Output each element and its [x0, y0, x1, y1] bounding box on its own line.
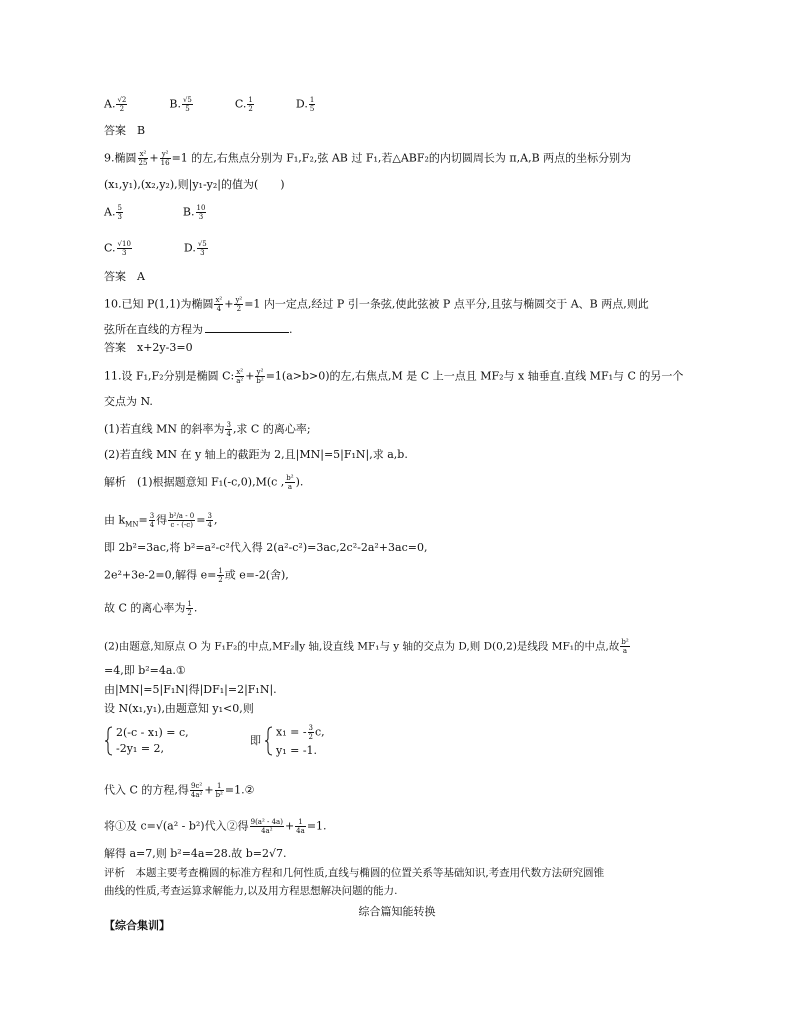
q8-a-label: A. [104, 97, 116, 111]
q11-line-e-num: 1 [218, 567, 223, 575]
section-title: 综合篇知能转换 [358, 905, 436, 918]
q8-b-den: 5 [185, 105, 190, 113]
q11-line-e-frac [217, 567, 223, 584]
q11-k-den2: 4 [207, 521, 212, 529]
q10-line2-end: . [289, 323, 293, 336]
q9-c-label: C. [104, 241, 116, 255]
q10-line2-text: 弦所在直线的方程为 [104, 323, 203, 336]
q11-sub-plus: + [204, 783, 214, 797]
q11-line-2b: 即 2b²=3ac,将 b²=a²-c²代入得 2(a²-c²)=3ac,2c²-2a²+3ac=0, [104, 541, 428, 554]
q9-d-frac [197, 240, 208, 257]
q11-p1-num: 3 [226, 421, 231, 429]
q11-line-e-post: 或 e=-2(舍), [224, 568, 289, 582]
q8-a-num: √2 [117, 96, 127, 104]
section-bracket: 【综合集训】 [104, 919, 170, 932]
q11-p2-sol-1-num: b² [621, 638, 629, 646]
q11-k-num2: 3 [207, 512, 212, 520]
q10-prefix: 10.已知 P(1,1)为椭圆 [104, 297, 214, 311]
q9-e2d: 16 [160, 159, 170, 167]
sys2-a-post: c, [315, 725, 325, 739]
q11-e1n: x² [236, 368, 244, 376]
q11-review-1: 评析 本题主要考查椭圆的标准方程和几何性质,直线与椭圆的位置关系等基础知识,考查用代数方法研究圆锥 [104, 867, 605, 879]
q11-line-c-pre: 故 C 的离心率为 [104, 601, 186, 615]
q9-options-cd [104, 240, 209, 257]
q8-a-frac [116, 96, 127, 113]
q11-line-c-post: . [193, 601, 198, 615]
q9-b-num: 10 [196, 204, 206, 212]
q11-k-frac2 [206, 512, 212, 529]
q9-prefix: 9.椭圆 [104, 151, 137, 165]
q9-frac-y [160, 150, 171, 167]
q9-a-label: A. [104, 205, 116, 219]
q11-k-eq2: = [196, 513, 206, 527]
q8-d-label: D. [295, 97, 308, 111]
q11-sol-m-num: b² [286, 474, 294, 482]
q11-p1-post: ,求 C 的离心率; [232, 422, 311, 436]
q11-k-den1: 4 [149, 521, 155, 529]
q11-slope-line [104, 512, 217, 532]
q11-prefix: 11.设 F₁,F₂分别是椭圆 C: [104, 369, 235, 383]
sys2-a-pre: x₁ = - [276, 725, 307, 739]
q11-sub2-frac1 [250, 818, 284, 835]
q11-sub-post: =1.② [224, 783, 255, 797]
q9-a-den: 3 [117, 213, 122, 221]
q8-c-num: 1 [248, 96, 253, 104]
q11-sub-d1: 4a² [190, 791, 203, 799]
q9-frac-x [138, 150, 149, 167]
q11-k-pre: 由 k [104, 513, 126, 527]
q11-e2n: y² [256, 368, 264, 376]
q8-d-num: 1 [309, 96, 315, 104]
q10-rest: =1 内一定点,经过 P 引一条弦,使此弦被 P 点平分,且弦与椭圆交于 A、B 两点,则此 [244, 297, 649, 311]
q9-d-label: D. [183, 241, 196, 255]
q11-final: 解得 a=7,则 b²=4a=28.故 b=2√7. [104, 847, 287, 860]
q11-part1 [104, 421, 311, 438]
q9-b-frac [196, 204, 207, 221]
q8-b-label: B. [169, 97, 181, 111]
sys2-a-den: 2 [308, 733, 314, 741]
q11-p1-pre: (1)若直线 MN 的斜率为 [104, 422, 225, 436]
sys2-a-frac [308, 724, 314, 741]
q10-plus: + [224, 297, 234, 311]
q9-e2n: y² [160, 150, 171, 159]
q9-d-den: 3 [200, 249, 205, 257]
q9-line2: (x₁,y₁),(x₂,y₂),则|y₁-y₂|的值为( ) [104, 178, 285, 191]
q11-k-big-den: c - (-c) [170, 521, 193, 529]
q9-answer: 答案 A [104, 270, 145, 283]
q9-stem [104, 150, 631, 167]
q11-sub2-frac2 [295, 818, 306, 835]
q11-part2: (2)若直线 MN 在 y 轴上的截距为 2,且|MN|=5|F₁N|,求 a,b. [104, 448, 408, 461]
q11-line-c-den: 2 [187, 609, 192, 617]
q11-sub-line [104, 782, 254, 799]
q10-e2d: 2 [236, 305, 242, 313]
q11-line-e [104, 567, 289, 584]
q10-e2n: y² [235, 296, 243, 304]
sys-mid: 即 [250, 734, 261, 747]
q9-b-den: 3 [198, 213, 204, 221]
q11-sub-n2: 1 [215, 782, 224, 791]
q11-p2-sol-4: 设 N(x₁,y₁),由题意知 y₁<0,则 [104, 702, 254, 715]
q10-frac-x [214, 296, 223, 313]
q9-c-num: √10 [117, 240, 131, 248]
q11-frac-y [255, 368, 264, 385]
sys2-a [276, 724, 325, 741]
q11-sub2-n2: 1 [295, 818, 306, 827]
q11-sub2-line [104, 818, 327, 835]
q10-e1d: 4 [216, 305, 222, 313]
q10-stem [104, 296, 649, 313]
q11-line-e-den: 2 [218, 576, 223, 584]
q8-c-frac [247, 96, 253, 113]
q8-c-den: 2 [248, 105, 253, 113]
q11-rest: =1(a>b>0)的左,右焦点,M 是 C 上一点且 MF₂与 x 轴垂直.直线 MF₁与 C 的另一个 [265, 369, 684, 383]
q11-p1-frac [225, 421, 231, 438]
q9-rest: =1 的左,右焦点分别为 F₁,F₂,弦 AB 过 F₁,若△ABF₂的内切圆周长为 π,A,B 两点的坐标分别为 [171, 151, 632, 165]
q11-line-c-num: 1 [187, 600, 192, 608]
q9-c-den: 3 [121, 249, 127, 257]
q11-line2: 交点为 N. [104, 395, 153, 408]
q11-k-big-num: b²/a - 0 [169, 512, 195, 520]
q11-p1-den: 4 [226, 430, 231, 438]
q11-sol-m-r: ). [295, 475, 304, 489]
q10-frac-y [234, 296, 243, 313]
q11-frac-x [235, 368, 244, 385]
q11-p2-sol-1-frac [620, 638, 629, 655]
q10-e1n: x² [215, 296, 223, 304]
q11-sub2-d2: 4a [296, 827, 305, 835]
q11-k-bigfrac [168, 512, 195, 529]
q8-c-label: C. [234, 97, 247, 111]
sys2-a-num: 3 [308, 724, 314, 732]
q8-d-frac [309, 96, 315, 113]
q11-line-c [104, 600, 197, 617]
q11-sub-pre: 代入 C 的方程,得 [104, 783, 189, 797]
q11-sol-pre: 解析 (1)根据题意知 F₁(-c,0),M [104, 475, 267, 489]
q11-k-eq: = [138, 513, 148, 527]
q11-k-num1: 3 [149, 512, 155, 520]
q10-answer-blank[interactable] [205, 322, 289, 333]
right-system-brace-icon [264, 726, 274, 756]
q11-line-c-frac [186, 600, 192, 617]
sys1-b: -2y₁ = 2, [116, 742, 165, 755]
q8-d-den: 5 [309, 105, 315, 113]
left-brace-icon [104, 726, 114, 756]
q11-sol-m-frac [285, 474, 294, 491]
q11-review-2: 曲线的性质,考查运算求解能力,以及用方程思想解决问题的能力. [104, 885, 398, 897]
q11-p2-sol-1 [104, 638, 631, 655]
q8-b-num: √5 [182, 96, 192, 104]
q9-b-label: B. [182, 205, 195, 219]
q9-a-frac [116, 204, 122, 221]
q10-line2 [104, 322, 293, 337]
sys2-b: y₁ = -1. [276, 744, 318, 757]
q10-answer: 答案 x+2y-3=0 [104, 341, 193, 354]
sys1-a: 2(-c - x₁) = c, [116, 726, 189, 739]
q11-sub2-post: =1. [306, 819, 327, 833]
q11-sol-m-den: a [287, 483, 293, 491]
q11-p2-sol-1-den: a [622, 647, 628, 655]
q11-p2-sol-2: =4,即 b²=4a.① [104, 664, 186, 677]
q11-sub2-d1: 4a² [261, 827, 273, 835]
q11-e1d: a² [236, 377, 244, 385]
q9-c-frac [117, 240, 132, 257]
q8-options [104, 96, 316, 113]
q11-p2-sol-3: 由|MN|=5|F₁N|得|DF₁|=2|F₁N|. [104, 683, 277, 696]
q9-e1d: 25 [138, 159, 148, 167]
q11-k-frac1 [149, 512, 155, 529]
q11-k-sub: MN [125, 520, 139, 529]
q11-sub-d2: b² [215, 791, 223, 799]
q9-plus: + [149, 151, 159, 165]
q11-sub2-pre: 将①及 c=√(a² - b²)代入②得 [104, 819, 249, 833]
q11-e2d: b² [256, 377, 264, 385]
q11-stem [104, 368, 683, 385]
q11-plus: + [245, 369, 255, 383]
q11-k-end: , [213, 513, 218, 527]
q11-line-e-pre: 2e²+3e-2=0,解得 e= [104, 568, 217, 582]
q9-d-num: √5 [197, 240, 207, 248]
q8-b-frac [182, 96, 193, 113]
q9-e1n: x² [138, 150, 149, 159]
q11-sol-m-l: (c , [266, 475, 285, 489]
q11-sub2-n1: 9(a² - 4a) [250, 818, 283, 826]
q11-p2-sol-1-text: (2)由题意,知原点 O 为 F₁F₂的中点,MF₂∥y 轴,设直线 MF₁与 y 轴的交点为 D,则 D(0,2)是线段 MF₁的中点,故 [104, 640, 620, 653]
q11-sub2-plus: + [284, 819, 295, 833]
q8-a-den: 2 [119, 105, 125, 113]
q11-sub-frac1 [190, 782, 203, 799]
q8-answer: 答案 B [104, 124, 146, 137]
q9-a-num: 5 [117, 204, 122, 212]
q9-options-ab [104, 204, 207, 221]
q11-sub-n1: 9c² [191, 782, 203, 790]
q11-sol-1 [104, 474, 303, 491]
q11-sub-frac2 [215, 782, 224, 799]
q11-k-mid: 得 [156, 513, 168, 527]
